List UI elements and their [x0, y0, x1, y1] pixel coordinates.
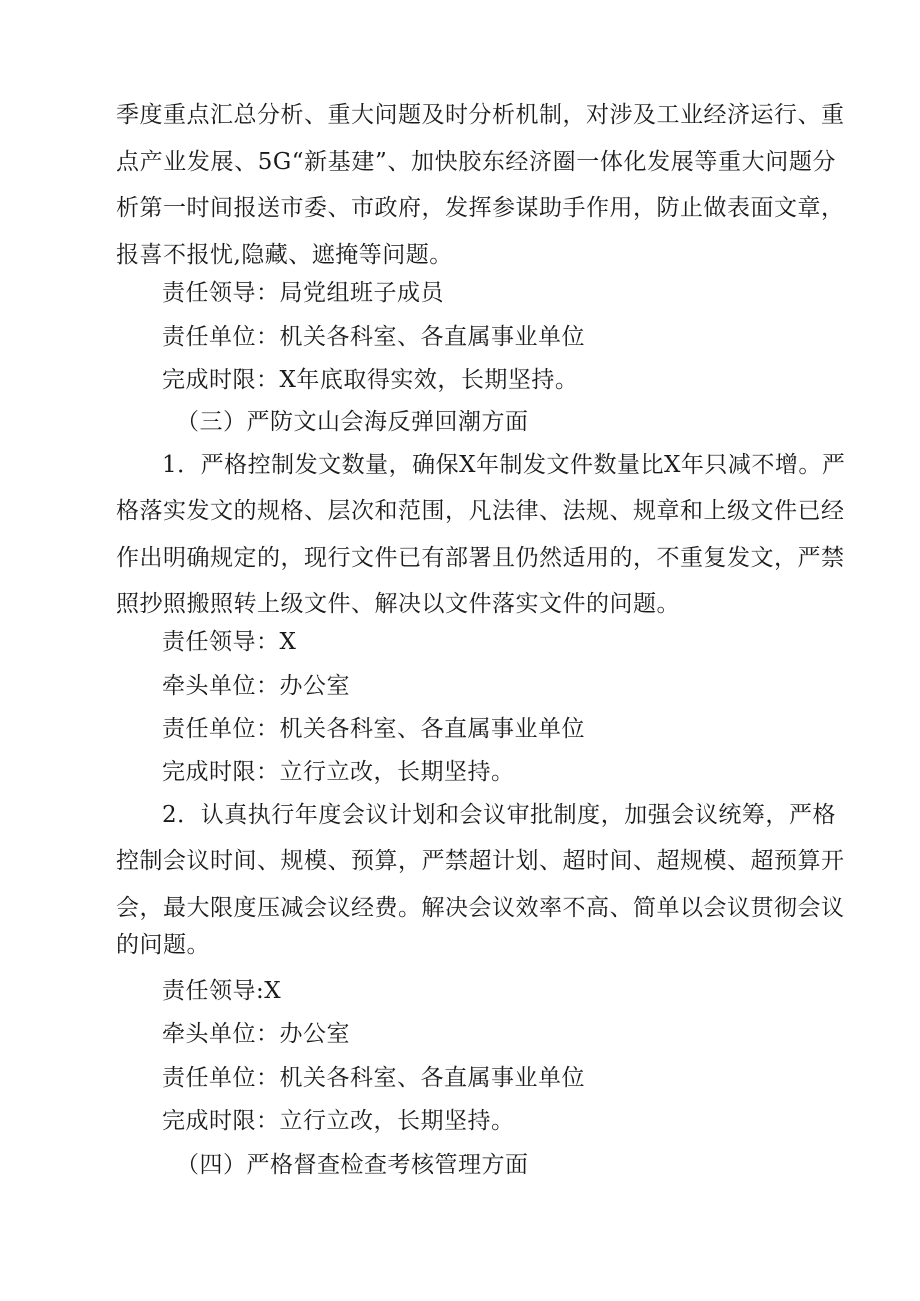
responsible-unit: 责任单位：机关各科室、各直属事业单位	[162, 324, 585, 350]
paragraph-line: 析第一时间报送市委、市政府，发挥参谋助手作用，防止做表面文章，	[116, 195, 845, 221]
completion-deadline: 完成时限：X年底取得实效，长期坚持。	[162, 367, 579, 393]
section-heading: （三）严防文山会海反弹回潮方面	[176, 409, 529, 435]
paragraph-line: 控制会议时间、规模、预算，严禁超计划、超时间、超规模、超预算开	[116, 848, 845, 874]
responsible-unit: 责任单位：机关各科室、各直属事业单位	[162, 1065, 585, 1091]
paragraph-line: 季度重点汇总分析、重大问题及时分析机制，对涉及工业经济运行、重	[116, 102, 845, 128]
section-heading: （四）严格督查检查考核管理方面	[176, 1152, 529, 1178]
completion-deadline: 完成时限：立行立改，长期坚持。	[162, 759, 515, 785]
paragraph-line: 会，最大限度压减会议经费。解决会议效率不高、简单以会议贯彻会议	[116, 895, 845, 921]
paragraph-line: 格落实发文的规格、层次和范围，凡法律、法规、规章和上级文件已经	[116, 498, 845, 524]
lead-unit: 牵头单位：办公室	[162, 673, 350, 699]
responsible-unit: 责任单位：机关各科室、各直属事业单位	[162, 716, 585, 742]
paragraph-line: 报喜不报忧,隐藏、遮掩等问题。	[116, 242, 453, 268]
paragraph-line: 点产业发展、5G“新基建”、加快胶东经济圈一体化发展等重大问题分	[116, 149, 836, 175]
paragraph-line: 作出明确规定的，现行文件已有部署且仍然适用的，不重复发文，严禁	[116, 545, 845, 571]
lead-unit: 牵头单位：办公室	[162, 1021, 350, 1047]
numbered-item-first-line: 1．严格控制发文数量，确保X年制发文件数量比X年只减不增。严	[162, 452, 846, 478]
numbered-item-first-line: 2．认真执行年度会议计划和会议审批制度，加强会议统筹，严格	[162, 802, 836, 828]
paragraph-line: 的问题。	[116, 932, 210, 958]
responsible-leader: 责任领导:X	[162, 978, 282, 1004]
responsible-leader: 责任领导：X	[162, 629, 297, 655]
paragraph-line: 照抄照搬照转上级文件、解决以文件落实文件的问题。	[116, 591, 680, 617]
responsible-leader: 责任领导：局党组班子成员	[162, 280, 444, 306]
completion-deadline: 完成时限：立行立改，长期坚持。	[162, 1108, 515, 1134]
